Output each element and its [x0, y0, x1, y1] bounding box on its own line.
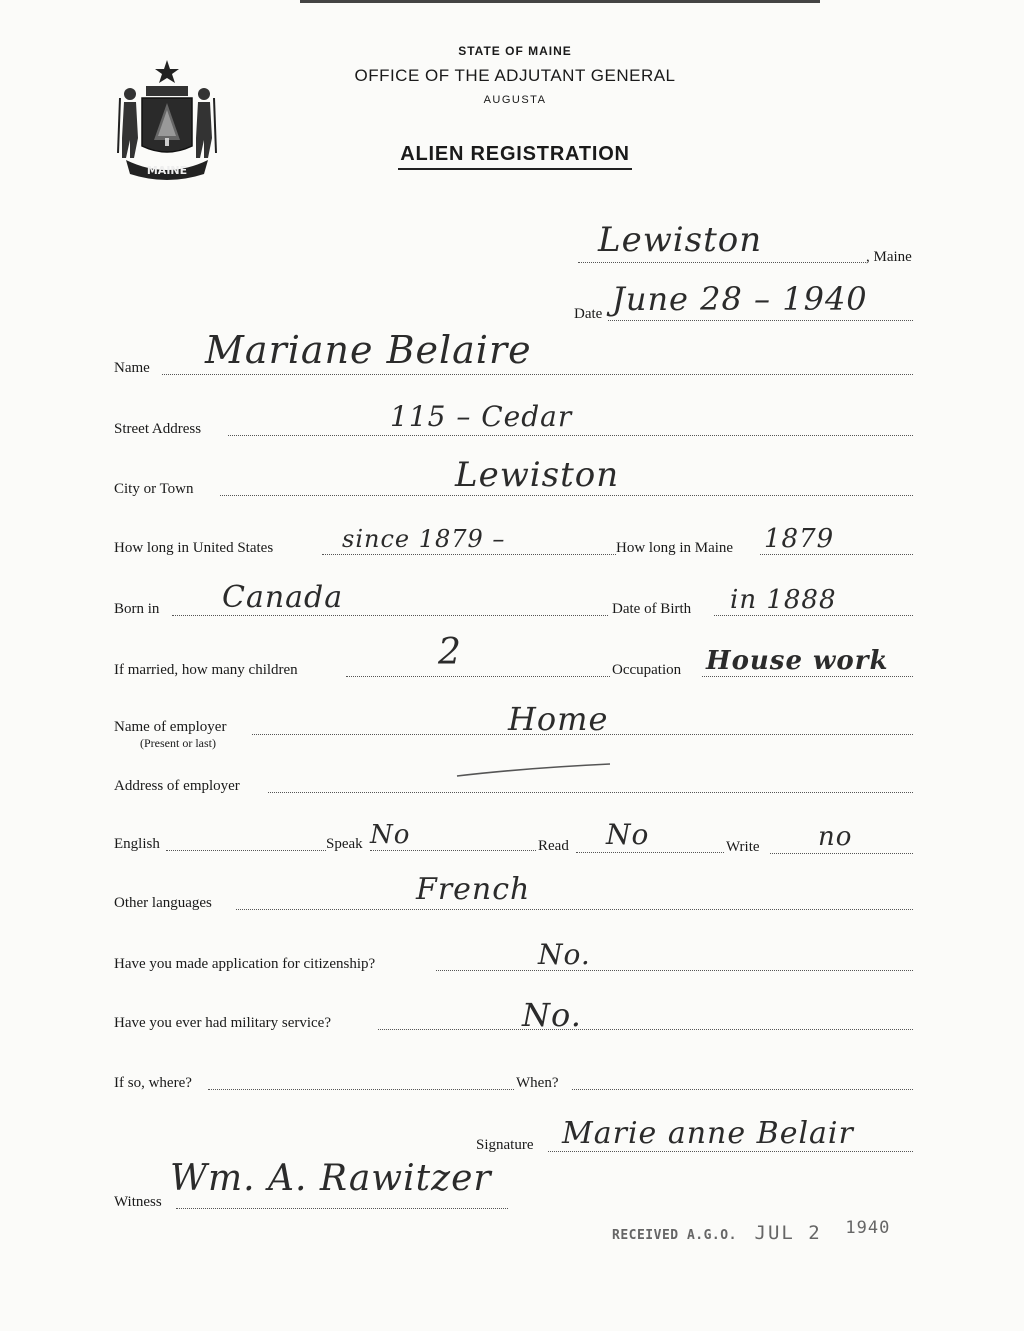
employer-label: Name of employer — [114, 719, 227, 735]
how-long-us-value: since 1879 – — [342, 525, 506, 553]
how-long-maine-line — [760, 554, 913, 555]
dob-label: Date of Birth — [612, 601, 692, 617]
speak-value: No — [370, 820, 411, 850]
citizenship-line — [436, 970, 913, 971]
speak-label: Speak — [326, 836, 363, 852]
city-label: City or Town — [114, 481, 194, 497]
signature-label: Signature — [476, 1137, 534, 1153]
where-line — [208, 1089, 514, 1090]
employer-address-line — [268, 792, 913, 793]
name-line — [162, 374, 913, 375]
form-title: ALIEN REGISTRATION — [300, 143, 730, 166]
witness-line — [176, 1208, 508, 1209]
born-in-line — [172, 615, 608, 616]
military-line — [378, 1029, 913, 1030]
street-line — [228, 435, 913, 436]
read-line — [576, 852, 724, 853]
name-value: Mariane Belaire — [205, 328, 532, 372]
when-label: When? — [516, 1075, 559, 1091]
city-line — [220, 495, 913, 496]
header-city: AUGUSTA — [483, 94, 547, 106]
other-languages-value: French — [416, 872, 531, 907]
maine-label: , Maine — [866, 249, 912, 265]
signature-line — [548, 1151, 913, 1152]
stamp-year: 1940 — [845, 1218, 891, 1238]
other-languages-label: Other languages — [114, 895, 212, 911]
employer-note: (Present or last) — [140, 736, 216, 750]
write-line — [770, 853, 913, 854]
maine-seal-icon — [112, 58, 222, 183]
town-value: Lewiston — [598, 220, 763, 260]
how-long-us-label: How long in United States — [114, 540, 274, 556]
header-office: OFFICE OF THE ADJUTANT GENERAL — [354, 66, 676, 85]
svg-text:MAINE: MAINE — [146, 164, 188, 177]
employer-address-stroke — [455, 760, 615, 780]
citizenship-label: Have you made application for citizenship? — [114, 956, 376, 972]
born-in-label: Born in — [114, 601, 160, 617]
speak-line — [370, 850, 536, 851]
date-value: June 28 – 1940 — [612, 280, 868, 318]
other-languages-line — [236, 909, 913, 910]
town-line — [578, 262, 866, 263]
street-value: 115 – Cedar — [390, 400, 573, 433]
read-label: Read — [538, 838, 569, 854]
street-label: Street Address — [114, 421, 202, 437]
military-value: No. — [522, 996, 582, 1034]
how-long-maine-value: 1879 — [764, 524, 835, 554]
witness-value: Wm. A. Rawitzer — [170, 1158, 492, 1199]
stamp-month: JUL 2 — [754, 1222, 822, 1244]
occupation-label: Occupation — [612, 662, 682, 678]
stamp-received: RECEIVED A.G.O. — [612, 1228, 737, 1243]
citizenship-value: No. — [538, 938, 591, 971]
children-value: 2 — [438, 632, 462, 673]
name-label: Name — [114, 360, 150, 376]
occupation-value: House work — [706, 646, 889, 676]
dob-value: in 1888 — [730, 585, 837, 615]
how-long-us-line — [322, 554, 616, 555]
write-value: no — [818, 822, 853, 852]
date-label: Date — [574, 306, 603, 322]
received-stamp — [612, 1218, 891, 1244]
signature-value: Marie anne Belair — [562, 1116, 854, 1151]
where-label: If so, where? — [114, 1075, 192, 1091]
city-value: Lewiston — [455, 455, 620, 495]
english-line — [166, 850, 326, 851]
employer-address-label: Address of employer — [114, 778, 240, 794]
top-border — [300, 0, 820, 3]
english-label: English — [114, 836, 160, 852]
header-state: STATE OF MAINE — [458, 44, 572, 58]
children-label: If married, how many children — [114, 662, 298, 678]
how-long-maine-label: How long in Maine — [616, 540, 734, 556]
dob-line — [714, 615, 913, 616]
occupation-line — [702, 676, 913, 677]
read-value: No — [606, 818, 650, 851]
witness-label: Witness — [114, 1194, 162, 1210]
military-label: Have you ever had military service? — [114, 1015, 331, 1031]
employer-value: Home — [508, 700, 609, 738]
date-line — [608, 320, 913, 321]
born-in-value: Canada — [222, 580, 344, 615]
write-label: Write — [726, 839, 760, 855]
when-line — [572, 1089, 913, 1090]
children-line — [346, 676, 610, 677]
